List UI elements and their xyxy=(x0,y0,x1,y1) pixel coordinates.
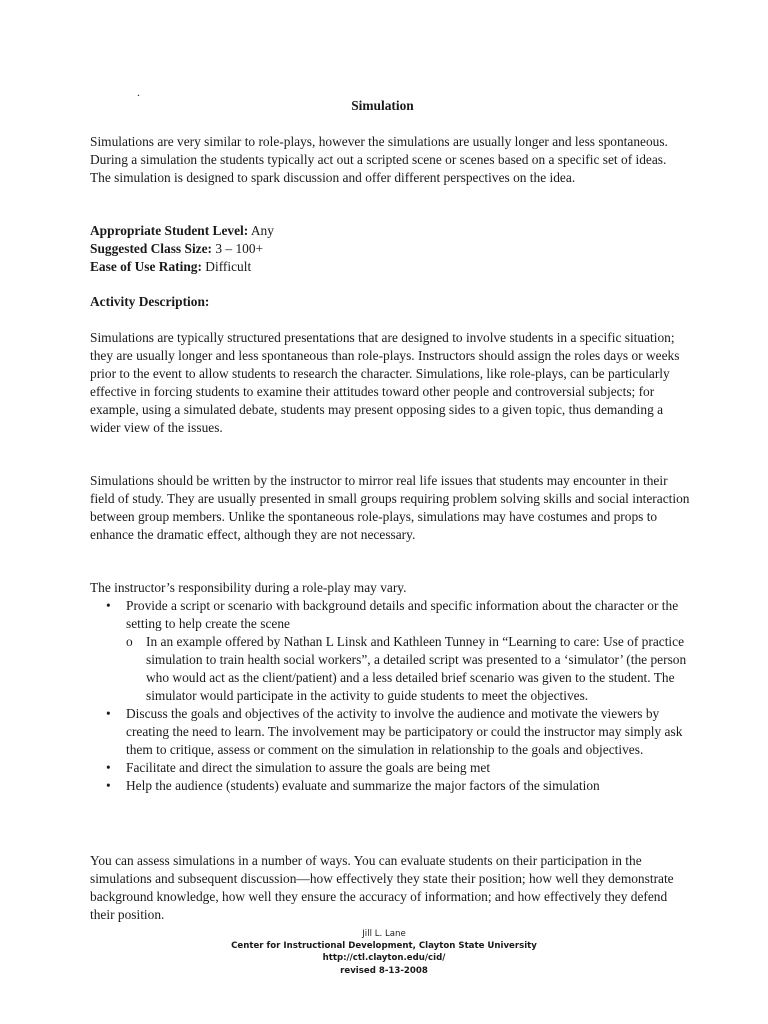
description-paragraph-1: Simulations are typically structured presentations that are designed to involve students in a specific situation; they are usually longer and less spontaneous than role-plays. Instructors should assign the roles days or weeks prior to the event to allow students to research the character. Simulations, like role-plays, can be particularly effective in forcing students to examine their attitudes toward other people and controversial subjects; for example, using a simulated debate, students may present opposing sides to a given topic, thus demanding a wider view of the issues. xyxy=(90,330,680,435)
footer-url: http://ctl.clayton.edu/cid/ xyxy=(322,953,446,964)
sub-list xyxy=(126,633,690,705)
responsibility-section xyxy=(90,579,690,795)
activity-heading: Activity Description: xyxy=(90,294,210,309)
meta-info xyxy=(90,222,690,276)
bullet-icon: • xyxy=(106,598,111,613)
sub-bullet-icon: o xyxy=(126,634,133,649)
closing-paragraph: You can assess simulations in a number of ways. You can evaluate students on their participation in the simulations and subsequent discussion—how effectively they state their position; how well they demonstrate background knowledge, how well they ensure the accuracy of information; and how effectively they defend their position. xyxy=(90,853,674,922)
list-item: • Provide a script or scenario with background details and specific information about the character or the setting to help create the scene o In an example offered by Nathan L Linsk and Kathleen Tunney in “Learning to care: Use of practice simulation to train health social workers”, a detailed script was presented to a ‘simulator’ (the person who would act as the client/patient) and a less detailed brief scenario was given to the student. The simulator would participate in the activity to guide students to meet the objectives. xyxy=(90,597,690,705)
stray-mark: . xyxy=(137,85,140,99)
footer-author: Jill L. Lane xyxy=(362,929,406,939)
bullet-icon: • xyxy=(106,778,111,793)
sub-list-item: o In an example offered by Nathan L Linsk and Kathleen Tunney in “Learning to care: Use of practice simulation to train health social workers”, a detailed script was presented to a ‘simulator’ (the person who would act as the client/patient) and a less detailed brief scenario was given to the student. The simulator would participate in the activity to guide students to meet the objectives. xyxy=(126,634,687,703)
list-item: • Facilitate and direct the simulation to assure the goals are being met xyxy=(106,760,491,775)
description-paragraph-2: Simulations should be written by the instructor to mirror real life issues that students may encounter in their field of study. They are usually presented in small groups requiring problem solving skills and social interaction between group members. Unlike the spontaneous role-plays, simulations may have costumes and props to enhance the dramatic effect, although they are not necessary. xyxy=(90,473,690,542)
list-item: • Discuss the goals and objectives of the activity to involve the audience and motivate the viewers by creating the need to learn. The involvement may be participatory or could the instructor may simply ask them to critique, assess or comment on the simulation in relationship to the goals and objectives. xyxy=(106,706,683,757)
intro-paragraph: Simulations are very similar to role-plays, however the simulations are usually longer and less spontaneous. During a simulation the students typically act out a scripted scene or scenes based on a specific set of ideas. The simulation is designed to spark discussion and offer different perspectives on the idea. xyxy=(90,134,668,185)
class-size: Suggested Class Size: 3 – 100+ xyxy=(90,241,264,256)
page-title: Simulation xyxy=(351,98,414,113)
bullet-icon: • xyxy=(106,760,111,775)
list-intro: The instructor’s responsibility during a role-play may vary. xyxy=(90,580,407,595)
footer-revised: revised 8-13-2008 xyxy=(340,965,428,976)
bullet-icon: • xyxy=(106,706,111,721)
page-footer xyxy=(0,928,768,977)
footer-org: Center for Instructional Development, Clayton State University xyxy=(231,941,537,952)
list-item: • Help the audience (students) evaluate and summarize the major factors of the simulation xyxy=(106,778,600,793)
responsibility-list xyxy=(90,597,690,795)
student-level: Appropriate Student Level: Any xyxy=(90,223,274,238)
ease-rating: Ease of Use Rating: Difficult xyxy=(90,259,252,274)
